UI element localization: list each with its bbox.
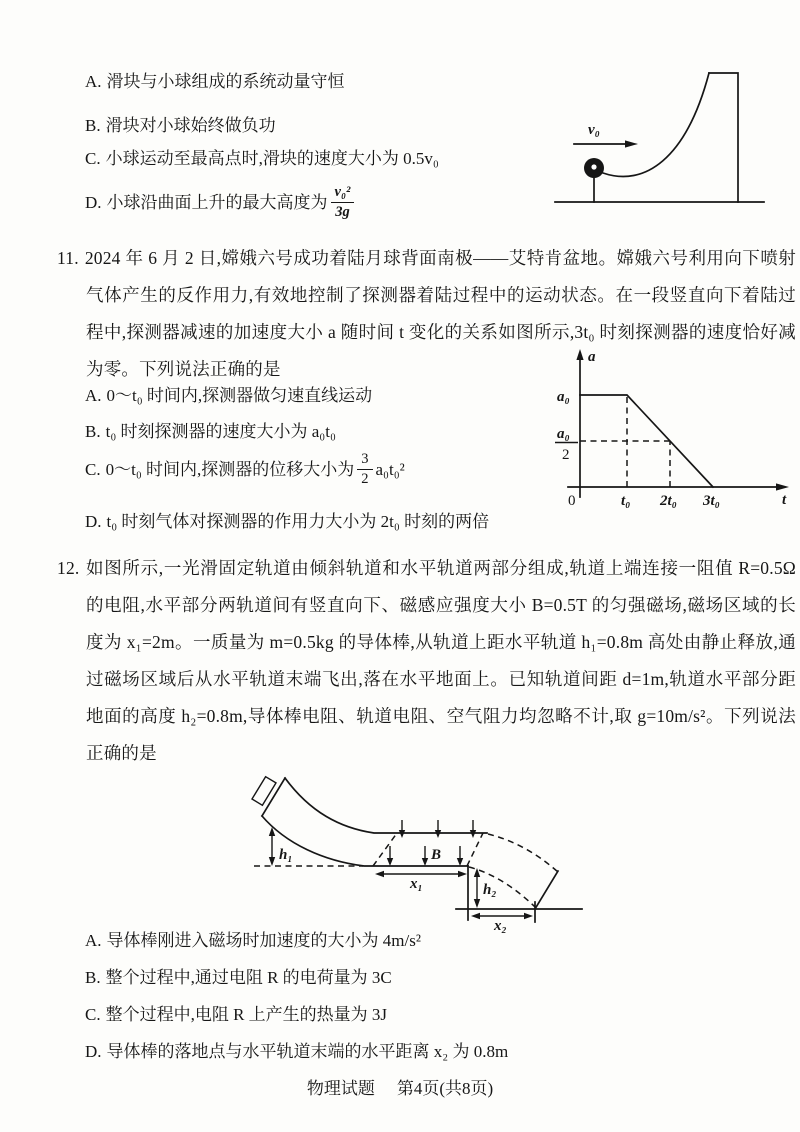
h2-arrow	[474, 868, 480, 908]
question-number: 11.	[57, 248, 79, 268]
q10-option-a	[85, 70, 345, 93]
axis-label-t: t	[782, 492, 787, 508]
q12-figure	[222, 772, 587, 934]
fraction-numerator: v₀²	[331, 184, 355, 203]
q12-option-a	[85, 929, 421, 952]
fraction	[357, 451, 372, 487]
footer-page-number: 第4页(共8页)	[396, 1079, 494, 1098]
incline-upper-rail	[285, 778, 487, 833]
q10-figure	[552, 56, 770, 216]
option-label: B.	[85, 422, 101, 441]
fraction-denominator: 2	[361, 470, 369, 487]
origin-label: 0	[568, 493, 576, 509]
x2-label: x₂	[494, 918, 507, 934]
option-text: 0～t₀ 时间内,探测器做匀速直线运动	[106, 386, 373, 405]
option-text: 滑块与小球组成的系统动量守恒	[106, 72, 345, 91]
tick-a0-over-2	[555, 426, 578, 463]
rod-at-landing	[535, 871, 558, 909]
q12-option-c	[85, 1003, 387, 1026]
field-boundary-left	[373, 833, 397, 866]
q11-option-a	[85, 384, 372, 407]
page-footer	[0, 1074, 800, 1099]
option-label: D.	[85, 512, 102, 531]
option-label: A.	[85, 386, 102, 405]
frac-numerator: a₀	[557, 426, 570, 442]
q10-option-c	[85, 147, 439, 170]
q11-option-b	[85, 420, 336, 443]
question-number: 12.	[57, 558, 80, 578]
field-arrows-top-row	[399, 820, 476, 838]
h2-label: h₂	[483, 882, 497, 898]
h1-label: h₁	[279, 847, 293, 863]
ramp-curve	[603, 73, 709, 176]
q11-option-d	[85, 510, 489, 533]
option-text: 导体棒的落地点与水平轨道末端的水平距离 x₂ 为 0.8m	[106, 1042, 509, 1061]
fraction-numerator: 3	[357, 451, 372, 470]
tick-2t0: 2t₀	[660, 493, 677, 509]
q11-option-c	[85, 451, 405, 487]
velocity-arrow	[574, 140, 638, 147]
q10-option-b	[85, 114, 276, 137]
option-label: B.	[85, 968, 101, 987]
q10-option-d	[85, 184, 357, 220]
tick-a0: a₀	[557, 389, 570, 405]
footer-title: 物理试题	[306, 1079, 375, 1098]
x-axis	[568, 483, 789, 490]
q11-graph	[552, 345, 800, 517]
option-text: 小球沿曲面上升的最大高度为	[106, 192, 328, 212]
option-label: C.	[85, 149, 101, 168]
option-text: 小球运动至最高点时,滑块的速度大小为 0.5v₀	[105, 149, 439, 168]
B-label: B	[431, 847, 442, 863]
axis-label-a: a	[588, 349, 596, 365]
option-text: 整个过程中,电阻 R 上产生的热量为 3J	[105, 1005, 388, 1024]
v0-label: v₀	[588, 122, 600, 138]
option-text: 滑块对小球始终做负功	[105, 116, 276, 135]
h1-arrow	[269, 827, 275, 866]
field-boundary-right	[467, 833, 483, 866]
option-text: 导体棒刚进入磁场时加速度的大小为 4m/s²	[106, 931, 421, 950]
option-text: t₀ 时刻探测器的速度大小为 a₀t₀	[105, 422, 336, 441]
question-12-text	[57, 550, 796, 772]
option-label: A.	[85, 72, 102, 91]
resistor	[252, 777, 276, 806]
ramp-body	[709, 73, 738, 202]
q12-option-d	[85, 1040, 508, 1063]
option-label: B.	[85, 116, 101, 135]
x1-label: x₁	[410, 876, 423, 892]
option-label: A.	[85, 931, 102, 950]
option-text: a₀t₀²	[375, 459, 405, 479]
option-label: C.	[85, 1005, 101, 1024]
fraction-denominator: 3g	[335, 203, 350, 220]
trajectory-far	[488, 834, 558, 872]
tick-3t0: 3t₀	[703, 493, 720, 509]
option-text: 整个过程中,通过电阻 R 的电荷量为 3C	[105, 968, 392, 987]
track-end-edge	[262, 778, 285, 816]
option-label: D.	[85, 1042, 102, 1061]
fraction	[331, 184, 355, 220]
field-arrows-bottom-row	[387, 846, 463, 866]
option-text: t₀ 时刻气体对探测器的作用力大小为 2t₀ 时刻的两倍	[106, 512, 490, 531]
question-body: 2024 年 6 月 2 日,嫦娥六号成功着陆月球背面南极——艾特肯盆地。嫦娥六号利用向下喷射气体产生的反作用力,有效地控制了探测器着陆过程中的运动状态。在一段竖直向下着陆过程中,探测器减速的加速度大小 a 随时间 t 变化的关系如图所示,3t₀ 时刻探测器的速度恰好减为零。下列说法正确的是	[84, 248, 796, 379]
option-text: 0～t₀ 时间内,探测器的位移大小为	[105, 459, 355, 479]
y-axis	[576, 349, 583, 497]
option-label: D.	[85, 192, 102, 212]
ball-highlight	[591, 164, 596, 169]
option-label: C.	[85, 459, 101, 479]
tick-t0: t₀	[621, 493, 631, 509]
frac-denominator: 2	[562, 447, 570, 463]
q12-option-b	[85, 966, 392, 989]
question-body: 如图所示,一光滑固定轨道由倾斜轨道和水平轨道两部分组成,轨道上端连接一阻值 R=0.5Ω 的电阻,水平部分两轨道间有竖直向下、磁感应强度大小 B=0.5T 的匀强磁场,磁场区域的长度为 x₁=2m。一质量为 m=0.5kg 的导体棒,从轨道上距水平轨道 h₁=0.8m 高处由静止释放,通过磁场区域后从水平轨道末端飞出,落在水平地面上。已知轨道间距 d=1m,轨道水平部分距地面的高度 h₂=0.8m,导体棒电阻、轨道电阻、空气阻力均忽略不计,取 g=10m/s²。下列说法正确的是	[85, 558, 796, 763]
